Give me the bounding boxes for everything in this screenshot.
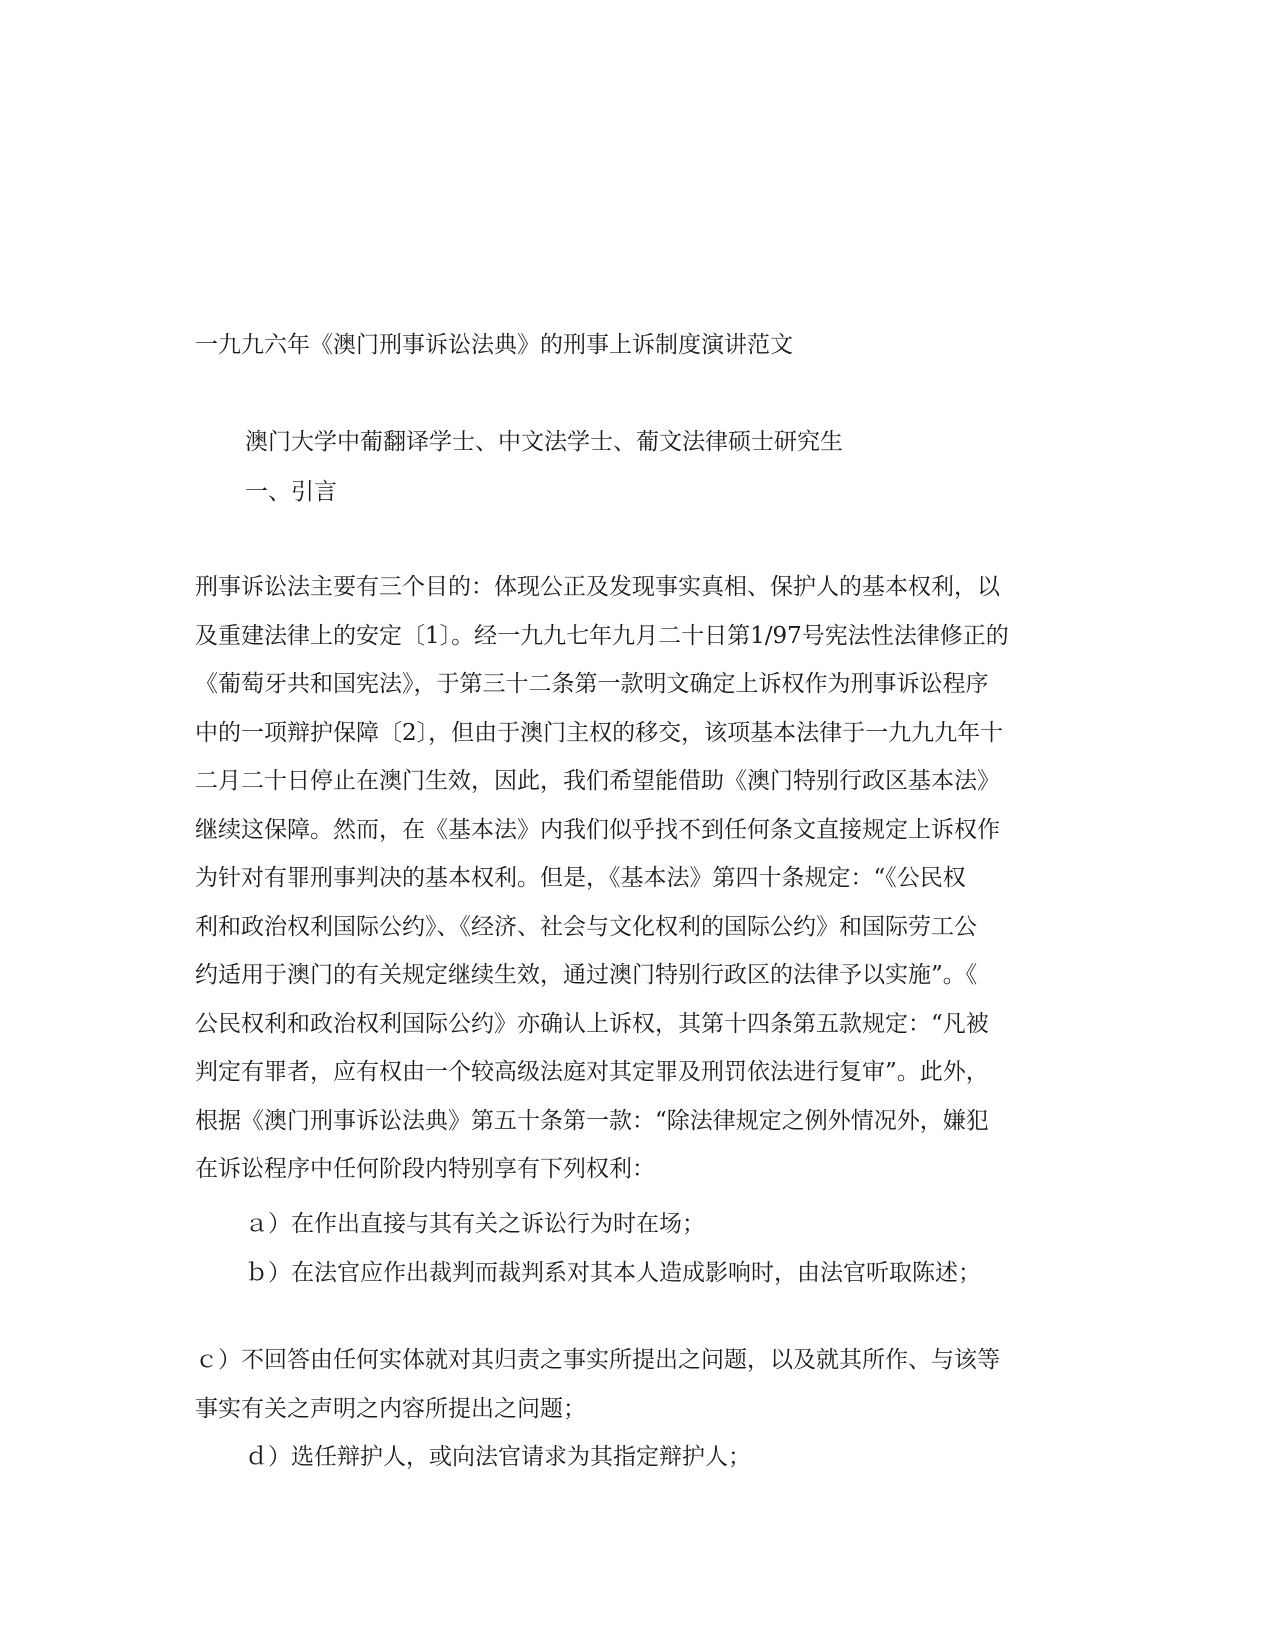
list-items-ab [195,1200,1085,1297]
paragraph-line: 继续这保障。然而，在《基本法》内我们似乎找不到任何条文直接规定上诉权作 [195,816,1000,843]
section-heading: 一、引言 [245,479,337,505]
list-item-d: ｄ）选任辩护人，或向法官请求为其指定辩护人； [245,1444,751,1470]
paragraph-line: 及重建法律上的安定〔1〕。经一九九七年九月二十日第1/97号宪法性法律修正的 [195,622,1009,649]
paragraph-line: 公民权利和政治权利国际公约》亦确认上诉权，其第十四条第五款规定：“凡被 [195,1010,989,1037]
list-item-a: ａ）在作出直接与其有关之诉讼行为时在场； [245,1211,705,1237]
list-items-cd [195,1336,1085,1482]
paragraph-line: 在诉讼程序中任何阶段内特别享有下列权利： [195,1156,655,1182]
paragraph-line: 约适用于澳门的有关规定继续生效，通过澳门特别行政区的法律予以实施”。《 [195,962,978,988]
list-item-b: ｂ）在法官应作出裁判而裁判系对其本人造成影响时，由法官听取陈述； [245,1259,981,1286]
document-title: 一九九六年《澳门刑事诉讼法典》的刑事上诉制度演讲范文 [195,332,793,358]
main-paragraph [195,563,1085,1194]
paragraph-line: 刑事诉讼法主要有三个目的：体现公正及发现事实真相、保护人的基本权利，以 [195,574,1000,600]
paragraph-line: 中的一项辩护保障〔2〕，但由于澳门主权的移交，该项基本法律于一九九九年十 [195,719,1004,746]
paragraph-line: 《葡萄牙共和国宪法》，于第三十二条第一款明文确定上诉权作为刑事诉讼程序 [195,671,989,697]
list-item-c-line: ｃ）不回答由任何实体就对其归责之事实所提出之问题，以及就其所作、与该等 [195,1347,1000,1373]
list-item-c-line: 事实有关之声明之内容所提出之问题； [195,1395,586,1422]
paragraph-line: 利和政治权利国际公约》、《经济、社会与文化权利的国际公约》和国际劳工公 [195,913,977,940]
author-line: 澳门大学中葡翻译学士、中文法学士、葡文法律硕士研究生 [245,429,843,455]
paragraph-line: 为针对有罪刑事判决的基本权利。但是，《基本法》第四十条规定：“《公民权 [195,865,966,891]
paragraph-line: 判定有罪者，应有权由一个较高级法庭对其定罪及刑罚依法进行复审”。此外， [195,1059,989,1085]
paragraph-line: 根据《澳门刑事诉讼法典》第五十条第一款：“除法律规定之例外情况外，嫌犯 [195,1107,989,1134]
paragraph-line: 二月二十日停止在澳门生效，因此，我们希望能借助《澳门特别行政区基本法》 [195,768,1000,794]
